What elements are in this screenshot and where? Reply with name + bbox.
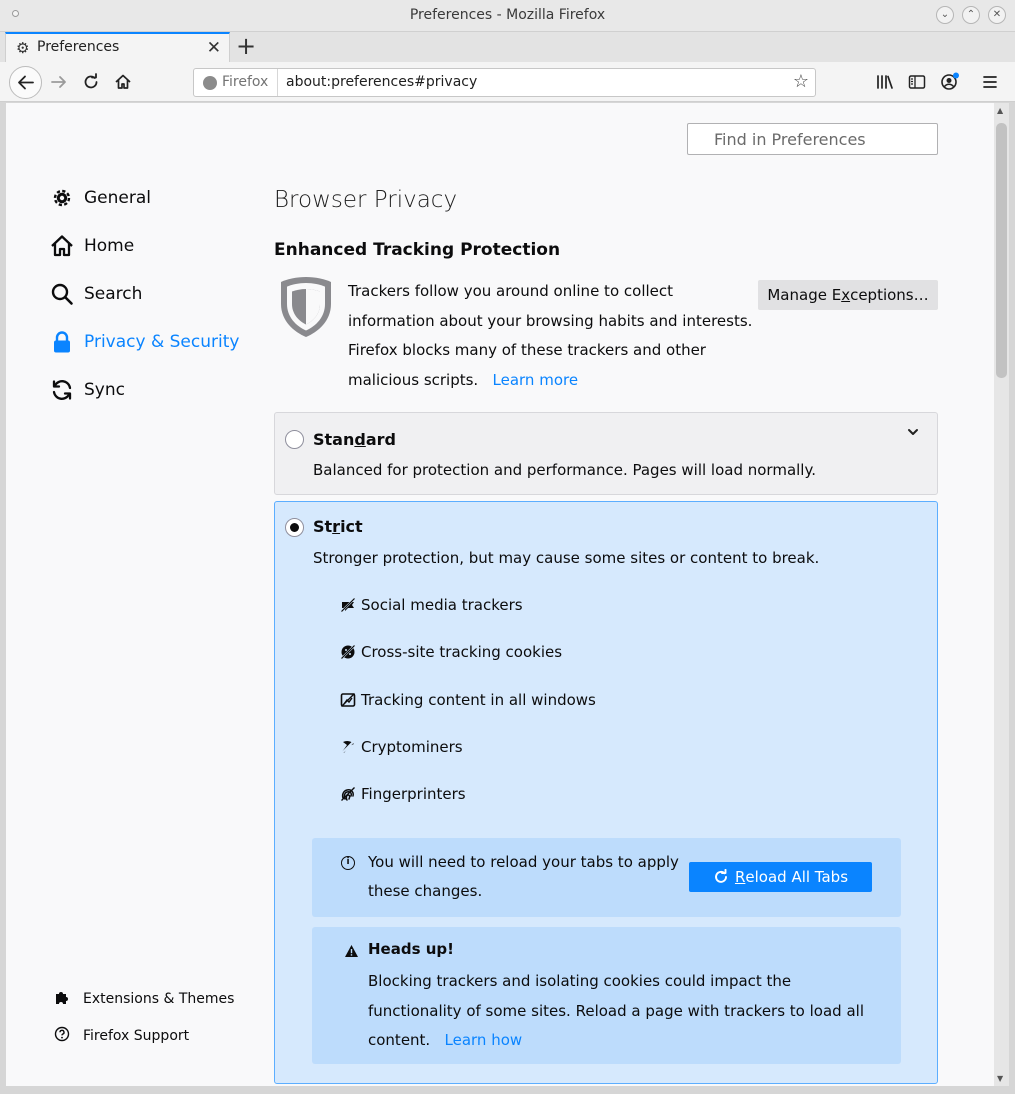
sidebar-footer-label: Firefox Support xyxy=(83,1028,190,1044)
feature-fingerprinters xyxy=(340,785,466,803)
new-tab-button[interactable]: + xyxy=(236,32,257,60)
preferences-page xyxy=(6,103,994,1086)
chevron-down-icon[interactable] xyxy=(907,427,919,437)
close-window-button[interactable]: ✕ xyxy=(988,6,1006,24)
feature-cross-site-cookies xyxy=(340,643,562,661)
window-title: Preferences - Mozilla Firefox xyxy=(409,7,606,23)
access-key: R xyxy=(734,868,746,886)
close-tab-button[interactable]: ✕ xyxy=(206,38,221,58)
help-icon xyxy=(53,1026,71,1046)
learn-how-link[interactable]: Learn how xyxy=(444,1031,523,1049)
access-key: d xyxy=(354,430,366,449)
sidebar-item-label: Home xyxy=(84,236,135,256)
feature-label: Fingerprinters xyxy=(361,785,466,803)
home-button[interactable] xyxy=(114,73,132,91)
account-icon[interactable] xyxy=(940,72,960,92)
sidebar-item-general[interactable] xyxy=(50,183,151,213)
firefox-icon xyxy=(203,76,217,90)
reload-button[interactable] xyxy=(82,73,100,91)
title-text: St xyxy=(313,517,333,536)
info-icon: i xyxy=(341,856,355,870)
scroll-down-arrow-icon[interactable]: ▼ xyxy=(997,1074,1004,1083)
hamburger-menu-icon[interactable] xyxy=(982,75,998,89)
cryptominer-icon xyxy=(340,739,356,755)
reload-all-tabs-button[interactable] xyxy=(689,862,872,892)
tracking-content-icon xyxy=(340,692,356,708)
sidebar-link-extensions-themes[interactable] xyxy=(53,989,234,1009)
manage-exceptions-button[interactable] xyxy=(758,280,938,310)
feature-label: Tracking content in all windows xyxy=(361,691,596,709)
button-label: eload All Tabs xyxy=(745,868,849,886)
standard-option-card[interactable] xyxy=(274,412,938,495)
sidebar-link-firefox-support[interactable] xyxy=(53,1026,189,1046)
sidebar-item-label: General xyxy=(84,188,151,208)
sidebar-item-label: Sync xyxy=(84,380,125,400)
etp-description xyxy=(348,277,758,395)
fingerprint-icon xyxy=(340,786,356,802)
title-text: ard xyxy=(365,430,396,449)
search-icon xyxy=(50,282,74,306)
strict-option-card[interactable] xyxy=(274,501,938,1084)
reload-icon xyxy=(713,869,729,885)
standard-radio[interactable] xyxy=(285,430,304,449)
tab-label: Preferences xyxy=(37,39,120,55)
url-bar[interactable] xyxy=(193,68,816,97)
url-text[interactable]: about:preferences#privacy xyxy=(286,74,478,90)
feature-cryptominers xyxy=(340,738,463,756)
feature-tracking-content xyxy=(340,691,596,709)
minimize-button[interactable]: ⌄ xyxy=(936,6,954,24)
back-button[interactable] xyxy=(9,66,42,99)
learn-more-link[interactable]: Learn more xyxy=(492,370,579,389)
identity-box[interactable] xyxy=(194,69,278,96)
find-in-preferences-input[interactable] xyxy=(687,123,938,155)
sidebar-item-home[interactable] xyxy=(50,231,134,261)
reload-notice xyxy=(312,838,901,917)
sidebar-item-sync[interactable] xyxy=(50,375,125,405)
library-icon[interactable] xyxy=(876,74,894,90)
arrow-left-icon xyxy=(10,67,41,98)
standard-title xyxy=(313,430,396,449)
puzzle-icon xyxy=(53,989,71,1009)
button-label: Manage E xyxy=(767,286,842,304)
home-icon xyxy=(50,234,74,258)
feature-label: Cryptominers xyxy=(361,738,463,756)
navigation-toolbar xyxy=(0,62,1015,102)
tab-strip xyxy=(0,32,1015,62)
strict-description: Stronger protection, but may cause some sites or content to break. xyxy=(313,549,820,567)
warning-title: Heads up! xyxy=(368,940,454,958)
shield-icon xyxy=(278,275,334,339)
feature-label: Cross-site tracking cookies xyxy=(361,643,563,661)
maximize-button[interactable]: ⌃ xyxy=(962,6,980,24)
standard-description: Balanced for protection and performance. Pages will load normally. xyxy=(313,461,816,479)
sidebar-footer-label: Extensions & Themes xyxy=(83,991,235,1007)
title-text: ict xyxy=(340,517,363,536)
sidebar-item-label: Privacy & Security xyxy=(84,332,240,352)
gear-icon xyxy=(50,186,74,210)
button-label: ceptions… xyxy=(850,286,929,304)
sidebar-icon[interactable] xyxy=(908,74,926,90)
feature-social-media-trackers xyxy=(340,596,523,614)
gear-icon: ⚙ xyxy=(16,39,30,57)
feature-label: Social media trackers xyxy=(361,596,523,614)
cookie-icon xyxy=(340,644,356,660)
identity-label: Firefox xyxy=(222,74,269,90)
sidebar-item-privacy-security[interactable] xyxy=(50,327,239,357)
lock-icon xyxy=(50,330,74,354)
warning-body xyxy=(368,967,888,1056)
title-bar xyxy=(0,0,1015,32)
access-key: x xyxy=(841,286,851,304)
social-tracker-icon xyxy=(340,597,356,613)
sidebar-item-label: Search xyxy=(84,284,143,304)
strict-radio[interactable] xyxy=(285,518,304,537)
page-title: Browser Privacy xyxy=(274,187,458,213)
strict-title xyxy=(313,517,363,536)
access-key: r xyxy=(332,517,341,536)
bookmark-star-icon[interactable]: ☆ xyxy=(792,71,809,92)
tab-preferences[interactable] xyxy=(5,32,230,62)
forward-button[interactable] xyxy=(50,74,68,90)
etp-description-text: Trackers follow you around online to collect information about your browsing habits and interests. Firefox blocks many of these trackers and other malicious scripts. xyxy=(348,282,753,389)
warning-body-text: Blocking trackers and isolating cookies could impact the functionality of some sites. Reload a page with trackers to load all content. xyxy=(368,972,864,1049)
vertical-scrollbar[interactable] xyxy=(994,103,1009,1086)
section-heading: Enhanced Tracking Protection xyxy=(274,240,561,260)
scroll-up-arrow-icon[interactable]: ▲ xyxy=(997,106,1004,115)
sidebar-item-search[interactable] xyxy=(50,279,142,309)
warning-icon xyxy=(344,944,359,958)
scrollbar-thumb[interactable] xyxy=(996,123,1007,378)
warning-notice xyxy=(312,927,901,1064)
sync-icon xyxy=(50,378,74,402)
title-text: Stan xyxy=(313,430,355,449)
reload-notice-text: You will need to reload your tabs to apply these changes. xyxy=(368,853,679,900)
